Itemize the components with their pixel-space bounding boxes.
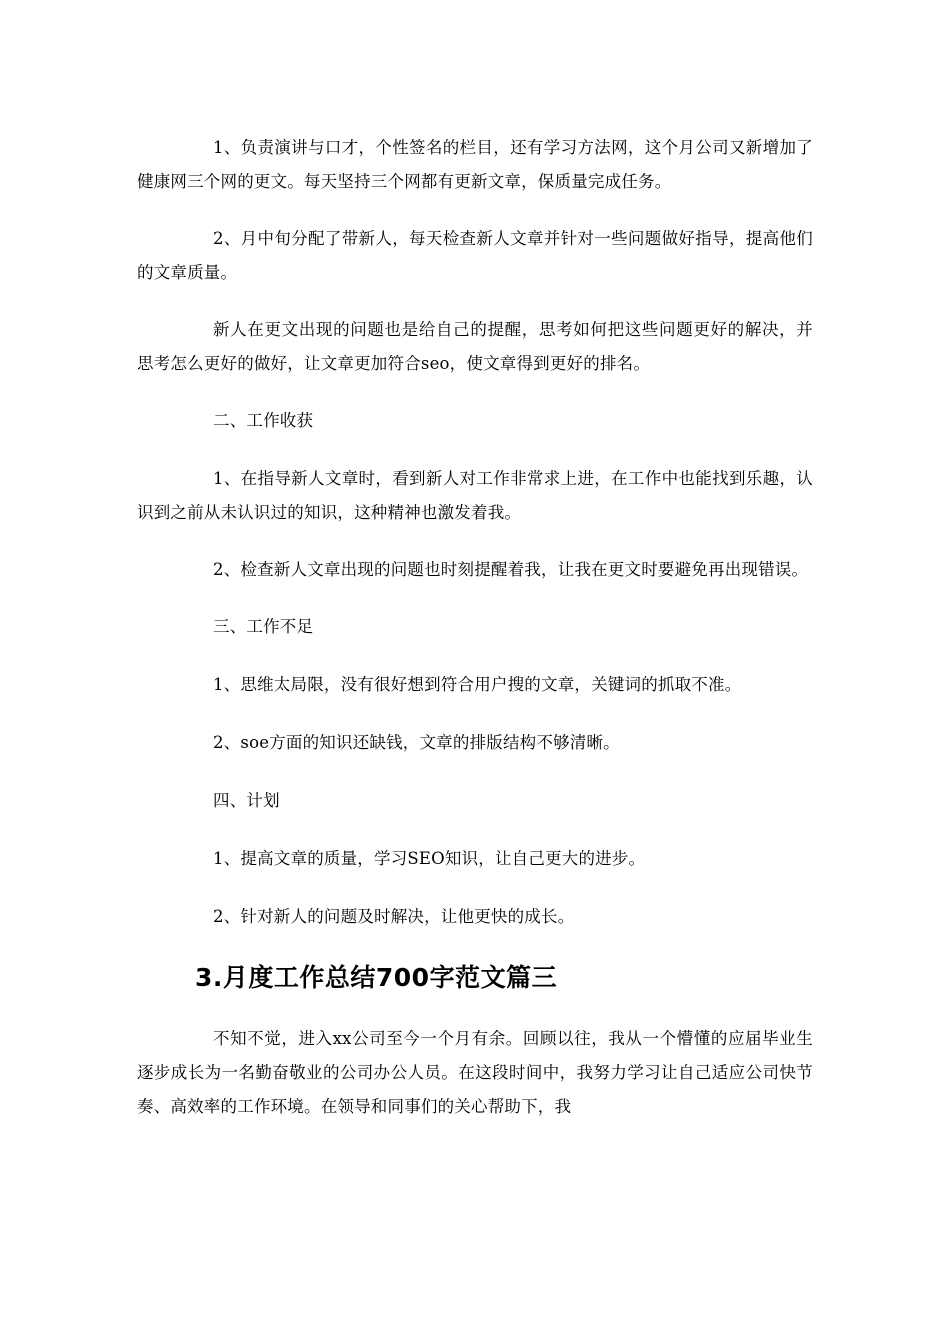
paragraph-gains-2: 2、检查新人文章出现的问题也时刻提醒着我，让我在更文时要避免再出现错误。	[213, 560, 809, 579]
section-heading-shortcomings: 三、工作不足	[213, 617, 314, 636]
section-heading-plan: 四、计划	[213, 791, 280, 810]
paragraph-item-1: 1、负责演讲与口才，个性签名的栏目，还有学习方法网，这个月公司又新增加了健康网三个网的更文。每天坚持三个网都有更新文章，保质量完成任务。	[137, 138, 813, 191]
section-heading-gains: 二、工作收获	[213, 411, 314, 430]
paragraph-article-intro: 不知不觉，进入xx公司至今一个月有余。回顾以往，我从一个懵懂的应届毕业生逐步成长为一名勤奋敬业的公司办公人员。在这段时间中，我努力学习让自己适应公司快节奏、高效率的工作环境。在领导和同事们的关心帮助下，我	[137, 1029, 813, 1116]
paragraph-item-2: 2、月中旬分配了带新人，每天检查新人文章并针对一些问题做好指导，提高他们的文章质量。	[137, 229, 813, 282]
paragraph-shortcomings-2: 2、soe方面的知识还缺钱，文章的排版结构不够清晰。	[213, 733, 620, 752]
paragraph-new-staff: 新人在更文出现的问题也是给自己的提醒，思考如何把这些问题更好的解决，并思考怎么更好的做好，让文章更加符合seo，使文章得到更好的排名。	[137, 320, 813, 373]
paragraph-shortcomings-1: 1、思维太局限，没有很好想到符合用户搜的文章，关键词的抓取不准。	[213, 675, 742, 694]
paragraph-gains-1: 1、在指导新人文章时，看到新人对工作非常求上进，在工作中也能找到乐趣，认识到之前从未认识过的知识，这种精神也激发着我。	[137, 469, 813, 522]
paragraph-plan-2: 2、针对新人的问题及时解决，让他更快的成长。	[213, 907, 575, 926]
document-page	[137, 131, 813, 1147]
paragraph-plan-1: 1、提高文章的质量，学习SEO知识，让自己更大的进步。	[213, 849, 646, 868]
article-heading: 3.月度工作总结700字范文篇三	[195, 963, 558, 992]
